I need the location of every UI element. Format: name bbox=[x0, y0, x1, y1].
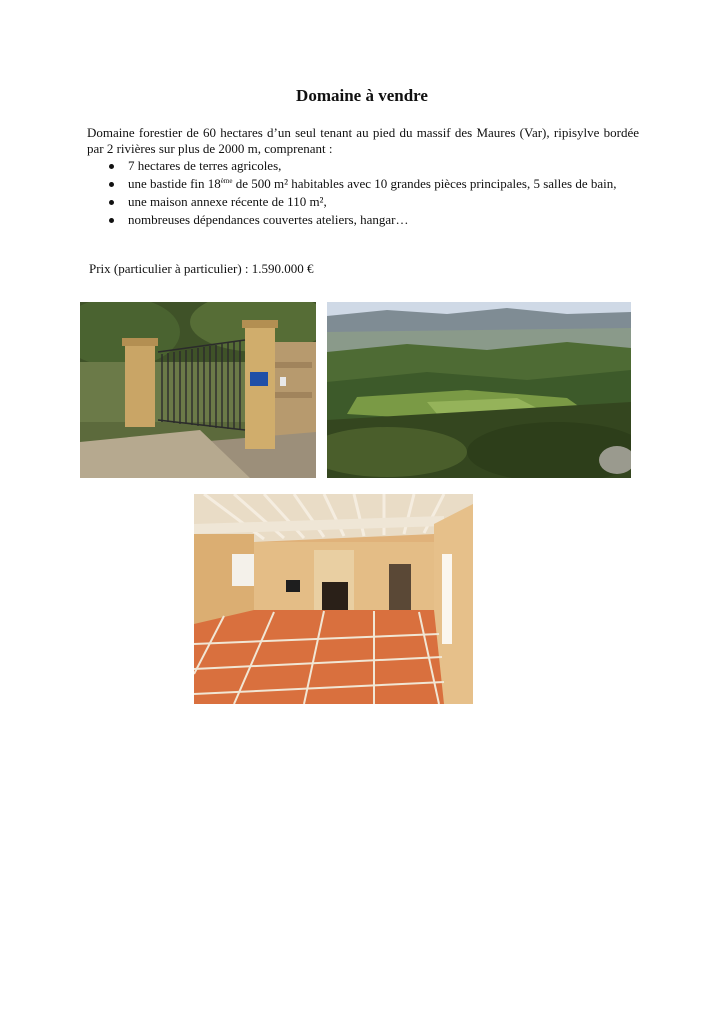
bullet-icon bbox=[109, 200, 114, 205]
interior-photo bbox=[194, 494, 473, 704]
price-line: Prix (particulier à particulier) : 1.590.000 € bbox=[89, 261, 314, 276]
bullet-icon bbox=[109, 164, 114, 169]
list-item: une bastide fin 18ème de 500 m² habitables avec 10 grandes pièces principales, 5 salles de bain, bbox=[105, 176, 645, 192]
list-item: une maison annexe récente de 110 m², bbox=[105, 194, 645, 210]
feature-list bbox=[105, 158, 645, 230]
gate-photo bbox=[80, 302, 316, 478]
intro-paragraph: Domaine forestier de 60 hectares d’un seul tenant au pied du massif des Maures (Var), ripisylve bordée par 2 rivières sur plus de 2000 m, comprenant : bbox=[87, 125, 639, 156]
document-title: Domaine à vendre bbox=[296, 86, 428, 105]
list-item: nombreuses dépendances couvertes ateliers, hangar… bbox=[105, 212, 645, 228]
landscape-photo bbox=[327, 302, 631, 478]
bullet-icon bbox=[109, 218, 114, 223]
list-item: 7 hectares de terres agricoles, bbox=[105, 158, 645, 174]
bullet-icon bbox=[109, 182, 114, 187]
